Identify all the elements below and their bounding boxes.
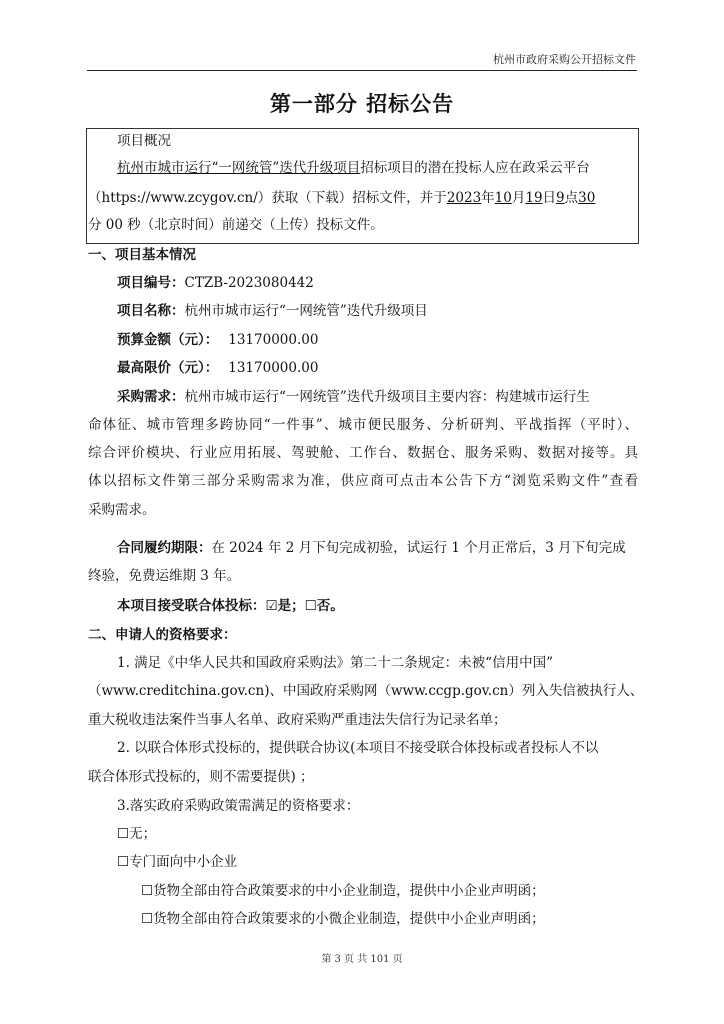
deadline-minute: 30 [578, 190, 596, 206]
project-name: 杭州市城市运行“一网统管”迭代升级项目 [184, 303, 428, 319]
project-number-row [117, 273, 314, 293]
project-link: 杭州市城市运行“一网统管”迭代升级项目 [117, 160, 361, 176]
project-number: CTZB-2023080442 [184, 275, 314, 291]
budget-value: 13170000.00 [228, 332, 319, 348]
section1-heading: 一、项目基本情况 [88, 247, 196, 263]
consortium-label: 本项目接受联合体投标： [117, 598, 266, 614]
overview-heading: 项目概况 [117, 133, 171, 149]
option-sme: ☐专门面向中小企业 [117, 854, 238, 870]
page-title: 第一部分 招标公告 [269, 92, 455, 116]
contract-line-2: 终验，免费运维期 3 年。 [88, 568, 241, 584]
year-suffix: 年 [481, 190, 495, 206]
req2-line-2: 联合体形式投标的，则不需要提供) ； [88, 769, 314, 785]
req2-line-1: 2. 以联合体形式投标的，提供联合协议(本项目不接受联合体投标或者投标人不以 [117, 740, 599, 756]
page-footer: 第 3 页 共 101 页 [321, 954, 403, 965]
contract-label: 合同履约期限： [117, 540, 212, 556]
overview-text-1: 招标项目的潜在投标人应在政采云平台 [360, 160, 590, 176]
demand-line-4: 体以招标文件第三部分采购需求为准，供应商可点击本公告下方“浏览采购文件”查看 [88, 473, 638, 489]
option-none: ☐无； [117, 826, 157, 842]
req1-line-3: 重大税收违法案件当事人名单、政府采购严重违法失信行为记录名单； [88, 712, 507, 728]
max-price-row [117, 358, 318, 378]
overview-line-3: 分 00 秒（北京时间）前递交（上传）投标文件。 [88, 217, 384, 233]
running-header: 杭州市政府采购公开招标文件 [493, 53, 636, 66]
section2-heading: 二、申请人的资格要求： [88, 627, 237, 643]
consortium-options: ☑是；☐否。 [265, 598, 344, 614]
option-sme-b: ☐货物全部由符合政策要求的小微企业制造，提供中小企业声明函； [141, 911, 545, 927]
max-price-label: 最高限价（元）： [117, 360, 219, 376]
contract-line-1 [117, 538, 626, 558]
demand-label: 采购需求： [117, 389, 185, 405]
project-number-label: 项目编号： [117, 275, 185, 291]
deadline-month: 10 [494, 190, 512, 206]
req1-line-1: 1. 满足《中华人民共和国政府采购法》第二十二条规定：未被“信用中国” [117, 655, 553, 671]
consortium-row [117, 596, 344, 616]
demand-line-3: 综合评价模块、行业应用拓展、驾驶舱、工作台、数据仓、服务采购、数据对接等。具 [88, 445, 638, 461]
demand-line-5: 采购需求。 [88, 502, 156, 518]
deadline-hour: 9 [556, 190, 565, 206]
day-suffix: 日 [542, 190, 557, 206]
overview-line-1 [117, 158, 590, 178]
deadline-year: 2023 [446, 190, 482, 206]
req1-line-2: （www.creditchina.gov.cn)、中国政府采购网（www.ccgp.gov.cn）列入失信被执行人、 [88, 683, 644, 699]
option-sme-a: ☐货物全部由符合政策要求的中小企业制造，提供中小企业声明函； [141, 883, 545, 899]
header-rule [87, 70, 637, 71]
budget-label: 预算金额（元）： [117, 332, 219, 348]
demand-line-2: 命体征、城市管理多跨协同“一件事”、城市便民服务、分析研判、平战指挥（平时）、 [88, 417, 638, 433]
max-price-value: 13170000.00 [228, 360, 319, 376]
req3-line: 3.落实政府采购政策需满足的资格要求： [117, 798, 360, 814]
overview-line-2 [88, 188, 595, 208]
deadline-day: 19 [525, 190, 543, 206]
contract-text-1: 在 2024 年 2 月下旬完成初验，试运行 1 个月正常后，3 月下旬完成 [211, 540, 626, 556]
demand-text-1: 杭州市城市运行“一网统管”迭代升级项目主要内容：构建城市运行生 [184, 389, 590, 405]
project-name-row [117, 301, 428, 321]
project-name-label: 项目名称： [117, 303, 185, 319]
month-suffix: 月 [511, 190, 526, 206]
overview-text-2: （https://www.zcygov.cn/）获取（下载）招标文件，并于 [88, 190, 447, 206]
hour-suffix: 点 [564, 190, 579, 206]
budget-row [117, 330, 318, 350]
demand-line-1 [117, 387, 590, 407]
